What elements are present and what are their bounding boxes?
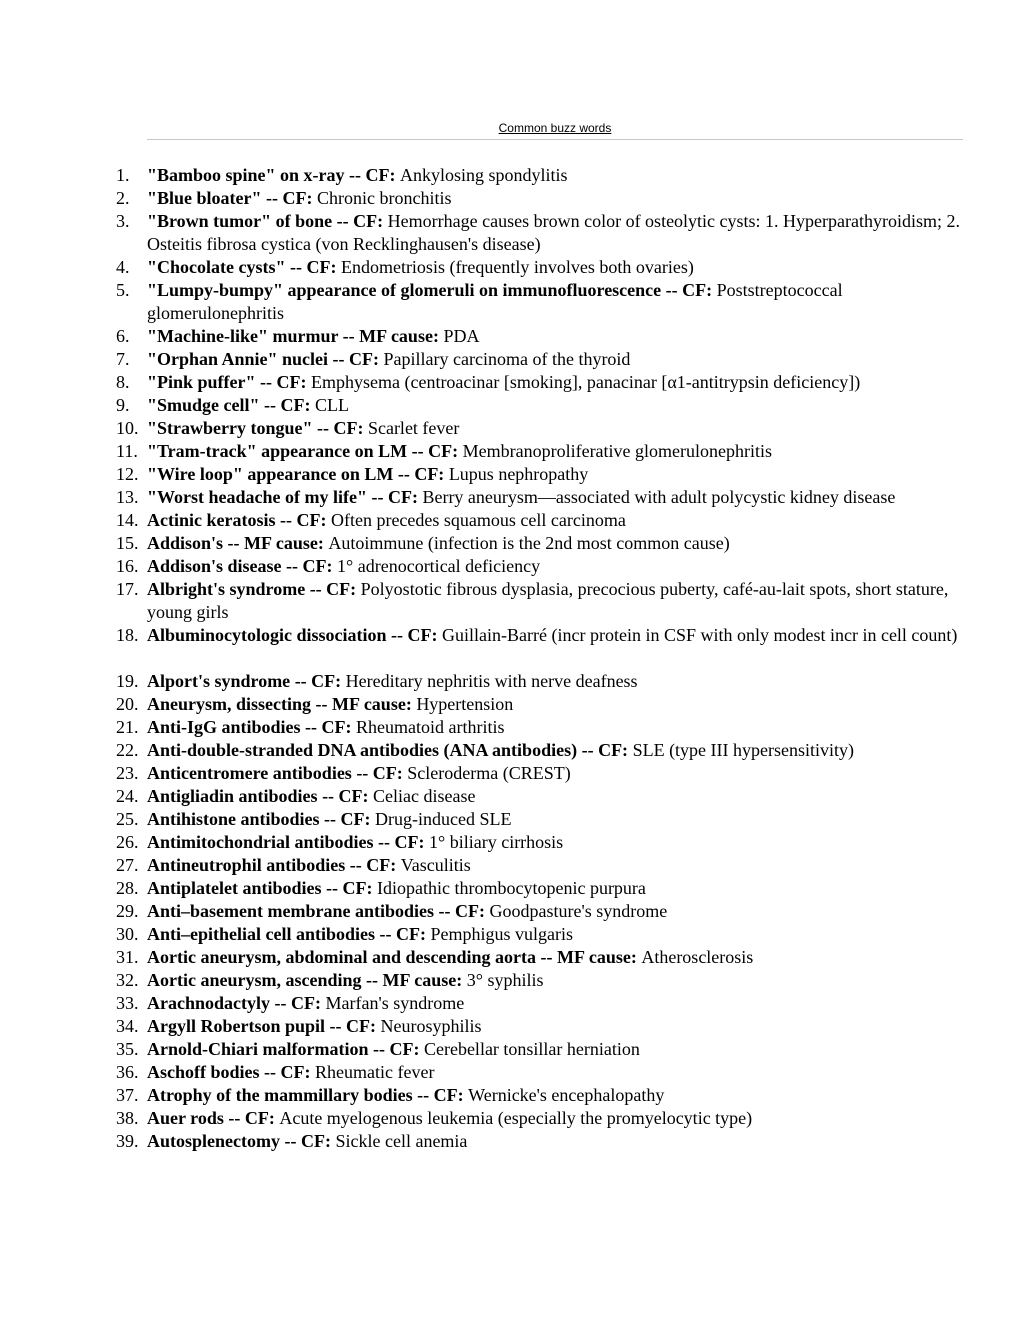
item-number: 19. <box>116 671 139 691</box>
item-term: Anticentromere antibodies <box>147 763 352 783</box>
item-number: 39. <box>116 1131 139 1151</box>
item-term: "Chocolate cysts" <box>147 257 286 277</box>
item-label: -- MF cause: <box>223 533 329 553</box>
header-divider <box>147 139 963 140</box>
item-description: Membranoproliferative glomerulonephritis <box>462 441 773 461</box>
item-description: Sickle cell anemia <box>335 1131 468 1151</box>
item-term: Addison's <box>147 533 224 553</box>
list-item <box>0 716 963 739</box>
item-term: Addison's disease <box>147 556 282 576</box>
list-item <box>0 279 963 325</box>
item-term: Atrophy of the mammillary bodies <box>147 1085 413 1105</box>
item-term: Aortic aneurysm, ascending <box>147 970 362 990</box>
item-number: 27. <box>116 855 139 875</box>
item-description: SLE (type III hypersensitivity) <box>632 740 855 760</box>
item-label: -- MF cause: <box>338 326 444 346</box>
list-item <box>0 854 963 877</box>
item-description: Emphysema (centroacinar [smoking], panacinar [α1-antitrypsin deficiency]) <box>310 372 861 392</box>
item-number: 2. <box>116 188 130 208</box>
item-label: -- CF: <box>319 809 376 829</box>
item-description: Poststreptococcal glomerulonephritis <box>147 280 843 323</box>
item-label: -- CF: <box>261 188 317 208</box>
list-item <box>0 1038 963 1061</box>
item-description: Berry aneurysm—associated with adult polycystic kidney disease <box>422 487 896 507</box>
item-label: -- CF: <box>255 372 311 392</box>
item-term: "Lumpy-bumpy" appearance of glomeruli on immunofluorescence <box>147 280 662 300</box>
item-term: Alport's syndrome <box>147 671 291 691</box>
item-number: 35. <box>116 1039 139 1059</box>
item-term: Antineutrophil antibodies <box>147 855 346 875</box>
item-label: -- CF: <box>275 510 331 530</box>
item-label: -- CF: <box>412 1085 469 1105</box>
item-description: 3° syphilis <box>466 970 544 990</box>
item-term: "Bamboo spine" on x-ray <box>147 165 345 185</box>
item-number: 4. <box>116 257 130 277</box>
item-label: -- CF: <box>281 556 338 576</box>
item-term: "Orphan Annie" nuclei <box>147 349 329 369</box>
item-description: Endometriosis (frequently involves both ovaries) <box>340 257 694 277</box>
item-number: 38. <box>116 1108 139 1128</box>
item-description: Hemorrhage causes brown color of osteolytic cysts: 1. Hyperparathyroidism; 2. Osteitis fibrosa cystica (von Recklinghausen's disease) <box>147 211 961 254</box>
item-description: Vasculitis <box>400 855 471 875</box>
item-label: -- CF: <box>332 211 388 231</box>
item-term: Antimitochondrial antibodies <box>147 832 374 852</box>
item-label: -- CF: <box>259 395 315 415</box>
item-number: 1. <box>116 165 130 185</box>
item-number: 13. <box>116 487 139 507</box>
list-item <box>0 486 963 509</box>
item-description: Goodpasture's syndrome <box>489 901 668 921</box>
item-label: -- CF: <box>345 855 401 875</box>
item-number: 20. <box>116 694 139 714</box>
item-description: Autoimmune (infection is the 2nd most common cause) <box>328 533 730 553</box>
item-label: -- CF: <box>366 487 423 507</box>
item-number: 24. <box>116 786 139 806</box>
item-number: 22. <box>116 740 139 760</box>
item-label: -- CF: <box>577 740 633 760</box>
item-number: 21. <box>116 717 139 737</box>
item-label: -- CF: <box>259 1062 315 1082</box>
list-item <box>0 992 963 1015</box>
item-term: Arnold-Chiari malformation <box>147 1039 369 1059</box>
item-label: -- CF: <box>300 717 357 737</box>
item-term: Antiplatelet antibodies <box>147 878 322 898</box>
item-description: Drug-induced SLE <box>375 809 512 829</box>
item-number: 14. <box>116 510 139 530</box>
item-term: Arachnodactyly <box>147 993 270 1013</box>
item-description: Idiopathic thrombocytopenic purpura <box>377 878 646 898</box>
item-number: 12. <box>116 464 139 484</box>
list-item <box>0 693 963 716</box>
list-item <box>0 394 963 417</box>
list-item <box>0 532 963 555</box>
list-item <box>0 1130 963 1153</box>
item-term: Autosplenectomy <box>147 1131 280 1151</box>
item-label: -- CF: <box>305 579 361 599</box>
list-item <box>0 877 963 900</box>
list-gap <box>0 647 1020 670</box>
list-item <box>0 1015 963 1038</box>
item-label: -- CF: <box>368 1039 424 1059</box>
item-label: -- CF: <box>373 832 430 852</box>
item-description: Hypertension <box>416 694 514 714</box>
item-description: Lupus nephropathy <box>448 464 589 484</box>
item-number: 18. <box>116 625 139 645</box>
item-number: 28. <box>116 878 139 898</box>
item-number: 15. <box>116 533 139 553</box>
item-label: -- CF: <box>351 763 408 783</box>
list-item <box>0 900 963 923</box>
list-item <box>0 670 963 693</box>
item-label: -- CF: <box>328 349 384 369</box>
item-label: -- CF: <box>661 280 717 300</box>
item-description: CLL <box>314 395 349 415</box>
item-number: 6. <box>116 326 130 346</box>
item-number: 11. <box>116 441 138 461</box>
item-description: Wernicke's encephalopathy <box>468 1085 665 1105</box>
item-label: -- CF: <box>375 924 431 944</box>
item-label: -- CF: <box>386 625 443 645</box>
item-description: Hereditary nephritis with nerve deafness <box>345 671 638 691</box>
item-description: Ankylosing spondylitis <box>400 165 568 185</box>
item-label: -- CF: <box>321 878 377 898</box>
list-item <box>0 256 963 279</box>
list-item <box>0 831 963 854</box>
list-item <box>0 509 963 532</box>
list-item <box>0 969 963 992</box>
page-title: Common buzz words <box>498 121 612 135</box>
item-description: PDA <box>443 326 480 346</box>
item-term: Auer rods <box>147 1108 224 1128</box>
item-number: 26. <box>116 832 139 852</box>
list-item <box>0 808 963 831</box>
item-term: Albuminocytologic dissociation <box>147 625 387 645</box>
item-label: -- CF: <box>270 993 326 1013</box>
item-number: 16. <box>116 556 139 576</box>
list-item <box>0 923 963 946</box>
item-label: -- MF cause: <box>311 694 417 714</box>
item-label: -- CF: <box>280 1131 336 1151</box>
list-item <box>0 624 963 647</box>
item-description: Marfan's syndrome <box>325 993 465 1013</box>
item-number: 3. <box>116 211 130 231</box>
list-item <box>0 164 963 187</box>
item-description: Cerebellar tonsillar herniation <box>423 1039 640 1059</box>
item-term: "Brown tumor" of bone <box>147 211 333 231</box>
item-term: Aneurysm, dissecting <box>147 694 312 714</box>
item-description: Guillain-Barré (incr protein in CSF with only modest incr in cell count) <box>442 625 958 645</box>
list-item <box>0 785 963 808</box>
item-description: Pemphigus vulgaris <box>430 924 573 944</box>
item-description: 1° biliary cirrhosis <box>429 832 564 852</box>
item-label: -- CF: <box>325 1016 381 1036</box>
item-description: Chronic bronchitis <box>316 188 452 208</box>
list-item <box>0 946 963 969</box>
item-term: Anti–basement membrane antibodies <box>147 901 434 921</box>
item-number: 32. <box>116 970 139 990</box>
list-item <box>0 417 963 440</box>
item-label: -- CF: <box>317 786 374 806</box>
item-term: Anti-double-stranded DNA antibodies (ANA antibodies) <box>147 740 578 760</box>
item-number: 5. <box>116 280 130 300</box>
list-item <box>0 348 963 371</box>
list-item <box>0 555 963 578</box>
item-description: Scleroderma (CREST) <box>407 763 571 783</box>
list-item <box>0 463 963 486</box>
list-item <box>0 371 963 394</box>
item-label: -- CF: <box>312 418 368 438</box>
item-term: "Tram-track" appearance on LM <box>147 441 408 461</box>
item-term: "Wire loop" appearance on LM <box>147 464 394 484</box>
item-description: Rheumatic fever <box>315 1062 435 1082</box>
list-item <box>0 210 963 256</box>
item-label: -- CF: <box>285 257 341 277</box>
item-label: -- CF: <box>393 464 449 484</box>
item-number: 17. <box>116 579 139 599</box>
item-number: 34. <box>116 1016 139 1036</box>
item-description: Scarlet fever <box>367 418 460 438</box>
item-term: Albright's syndrome <box>147 579 306 599</box>
item-term: Aortic aneurysm, abdominal and descending aorta <box>147 947 537 967</box>
item-label: -- CF: <box>290 671 346 691</box>
item-number: 9. <box>116 395 130 415</box>
item-term: "Worst headache of my life" <box>147 487 367 507</box>
item-term: Anti–epithelial cell antibodies <box>147 924 376 944</box>
buzz-word-list <box>0 164 1020 1153</box>
list-item <box>0 1061 963 1084</box>
item-term: "Pink puffer" <box>147 372 256 392</box>
item-number: 10. <box>116 418 139 438</box>
item-description: Polyostotic fibrous dysplasia, precocious puberty, café-au-lait spots, short stature, young girls <box>147 579 949 622</box>
item-number: 37. <box>116 1085 139 1105</box>
list-item <box>0 187 963 210</box>
list-item <box>0 1107 963 1130</box>
item-term: Actinic keratosis <box>147 510 276 530</box>
item-number: 7. <box>116 349 130 369</box>
item-label: -- CF: <box>434 901 490 921</box>
item-description: Papillary carcinoma of the thyroid <box>383 349 631 369</box>
item-term: "Machine-like" murmur <box>147 326 339 346</box>
list-item <box>0 1084 963 1107</box>
item-number: 23. <box>116 763 139 783</box>
item-term: Aschoff bodies <box>147 1062 260 1082</box>
item-term: Antigliadin antibodies <box>147 786 318 806</box>
item-term: "Strawberry tongue" <box>147 418 313 438</box>
item-description: Acute myelogenous leukemia (especially the promyelocytic type) <box>279 1108 753 1128</box>
item-number: 29. <box>116 901 139 921</box>
item-label: -- CF: <box>223 1108 280 1128</box>
item-description: Often precedes squamous cell carcinoma <box>330 510 626 530</box>
item-number: 33. <box>116 993 139 1013</box>
item-term: Antihistone antibodies <box>147 809 320 829</box>
item-number: 36. <box>116 1062 139 1082</box>
item-number: 25. <box>116 809 139 829</box>
item-number: 30. <box>116 924 139 944</box>
item-description: Atherosclerosis <box>641 947 754 967</box>
list-item <box>0 762 963 785</box>
item-description: 1° adrenocortical deficiency <box>337 556 541 576</box>
list-item <box>0 325 963 348</box>
item-term: Argyll Robertson pupil <box>147 1016 326 1036</box>
item-description: Rheumatoid arthritis <box>356 717 505 737</box>
item-term: Anti-IgG antibodies <box>147 717 301 737</box>
item-term: "Blue bloater" <box>147 188 262 208</box>
item-term: "Smudge cell" <box>147 395 260 415</box>
item-label: -- MF cause: <box>361 970 467 990</box>
item-label: -- MF cause: <box>536 947 642 967</box>
item-label: -- CF: <box>344 165 400 185</box>
item-number: 31. <box>116 947 139 967</box>
list-item <box>0 739 963 762</box>
list-item <box>0 578 963 624</box>
item-description: Celiac disease <box>373 786 476 806</box>
item-number: 8. <box>116 372 130 392</box>
item-label: -- CF: <box>407 441 463 461</box>
item-description: Neurosyphilis <box>380 1016 482 1036</box>
list-item <box>0 440 963 463</box>
